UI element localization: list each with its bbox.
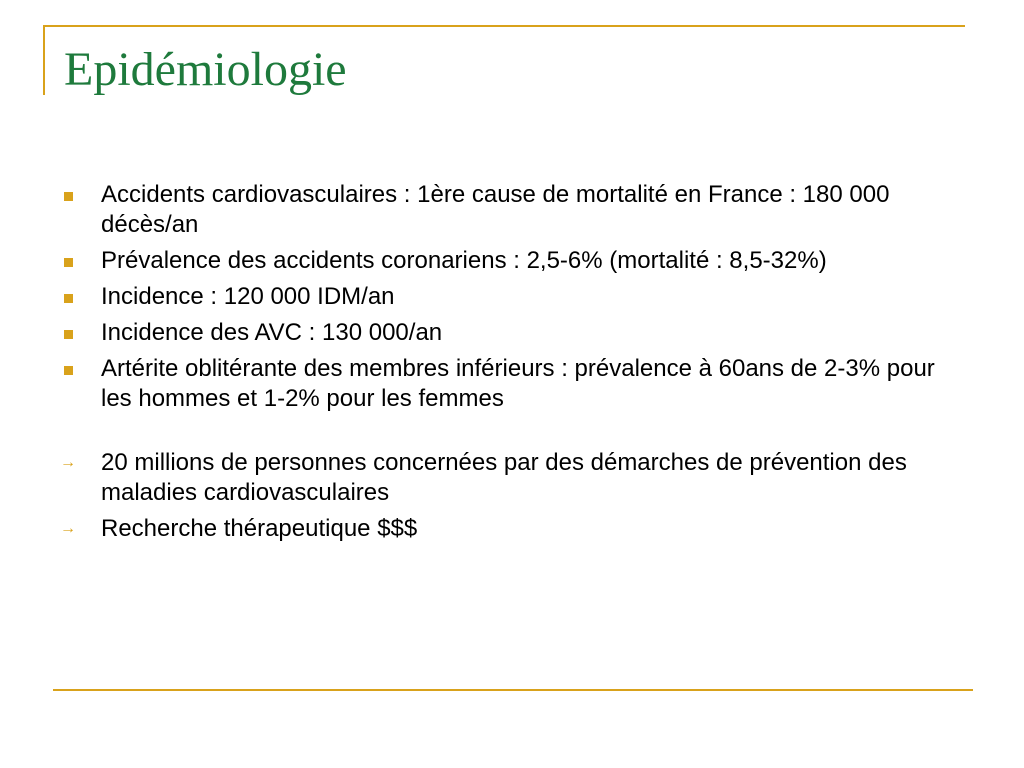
list-item — [60, 282, 965, 312]
square-bullet-icon — [64, 330, 73, 339]
slide-content — [60, 180, 965, 550]
list-item — [60, 354, 965, 414]
list-spacer — [60, 420, 965, 448]
arrow-right-icon: → — [60, 454, 76, 471]
bottom-frame-line — [53, 689, 973, 691]
list-item-text: 20 millions de personnes concernées par des démarches de prévention des maladies cardiovasculaires — [101, 449, 907, 506]
square-bullet-icon — [64, 294, 73, 303]
top-frame-line — [43, 25, 965, 27]
square-bullet-icon — [64, 192, 73, 201]
square-bullet-icon — [64, 366, 73, 375]
list-item — [60, 514, 965, 544]
list-item-text: Prévalence des accidents coronariens : 2,5-6% (mortalité : 8,5-32%) — [101, 247, 827, 274]
left-frame-line — [43, 25, 45, 95]
bullet-list — [60, 180, 965, 414]
list-item — [60, 180, 965, 240]
slide-title: Epidémiologie — [64, 43, 347, 96]
list-item-text: Recherche thérapeutique $$$ — [101, 515, 418, 542]
list-item — [60, 448, 965, 508]
list-item-text: Incidence des AVC : 130 000/an — [101, 319, 443, 346]
arrow-right-icon: → — [60, 520, 76, 537]
conclusion-list — [60, 448, 965, 544]
list-item — [60, 318, 965, 348]
list-item-text: Artérite oblitérante des membres inférieurs : prévalence à 60ans de 2-3% pour les hommes et 1-2% pour les femmes — [101, 355, 935, 412]
list-item-text: Incidence : 120 000 IDM/an — [101, 283, 395, 310]
list-item-text: Accidents cardiovasculaires : 1ère cause de mortalité en France : 180 000 décès/an — [101, 181, 890, 238]
square-bullet-icon — [64, 258, 73, 267]
list-item — [60, 246, 965, 276]
